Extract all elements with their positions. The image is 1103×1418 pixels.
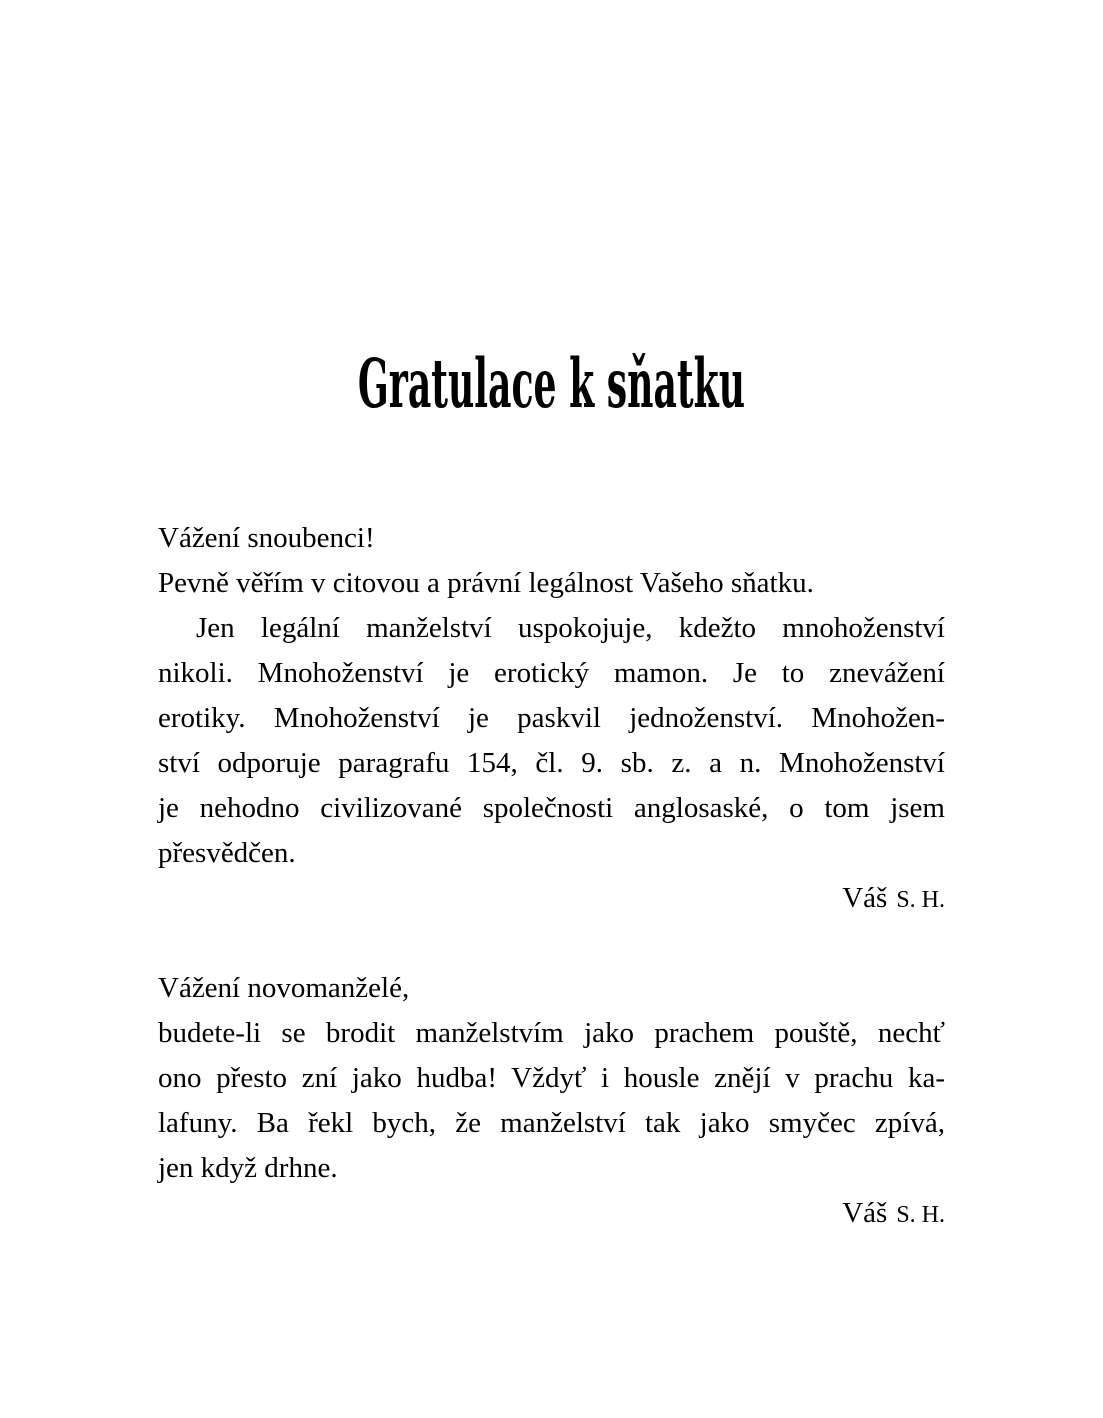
signature [158,1191,945,1236]
text-line: jen když drhne. [158,1152,338,1184]
text-line: ono přesto zní jako hudba! Vždyť i housle znějí v prachu ka- [158,1062,945,1094]
signature [158,876,945,921]
blank-line [158,921,945,966]
text-line: nikoli. Mnohoženství je erotický mamon. Je to znevážení [158,657,945,689]
chapter-title: Gratulace k sňatku [357,344,746,423]
text-line: budete-li se brodit manželstvím jako prachem pouště, nechť [158,1017,945,1049]
letter-2 [158,966,945,1236]
text-line: Jen legální manželství uspokojuje, kdežto mnohoženství [196,612,945,644]
text-line: Pevně věřím v citovou a právní legálnost Vašeho sňatku. [158,567,814,599]
signature-initials: S. H. [896,887,945,913]
signature-initials: S. H. [896,1202,945,1228]
text-line: Vážení snoubenci! [158,522,375,554]
text-line: přesvědčen. [158,837,296,869]
text-line: je nehodno civilizované společnosti anglosaské, o tom jsem [158,792,945,824]
paragraph [158,1011,945,1191]
letter-1 [158,516,945,921]
text-line: lafuny. Ba řekl bych, že manželství tak jako smyčec zpívá, [158,1107,945,1139]
text-line: ství odporuje paragrafu 154, čl. 9. sb. z. a n. Mnohoženství [158,747,945,779]
text-block [158,516,945,1236]
text-line: erotiky. Mnohoženství je paskvil jednoženství. Mnohožen- [158,702,945,734]
signature-prefix: Váš [842,882,888,914]
text-line: Vážení novomanželé, [158,972,410,1004]
chapter-title-wrap [0,344,1103,423]
paragraph [158,606,945,876]
signature-prefix: Váš [842,1197,888,1229]
